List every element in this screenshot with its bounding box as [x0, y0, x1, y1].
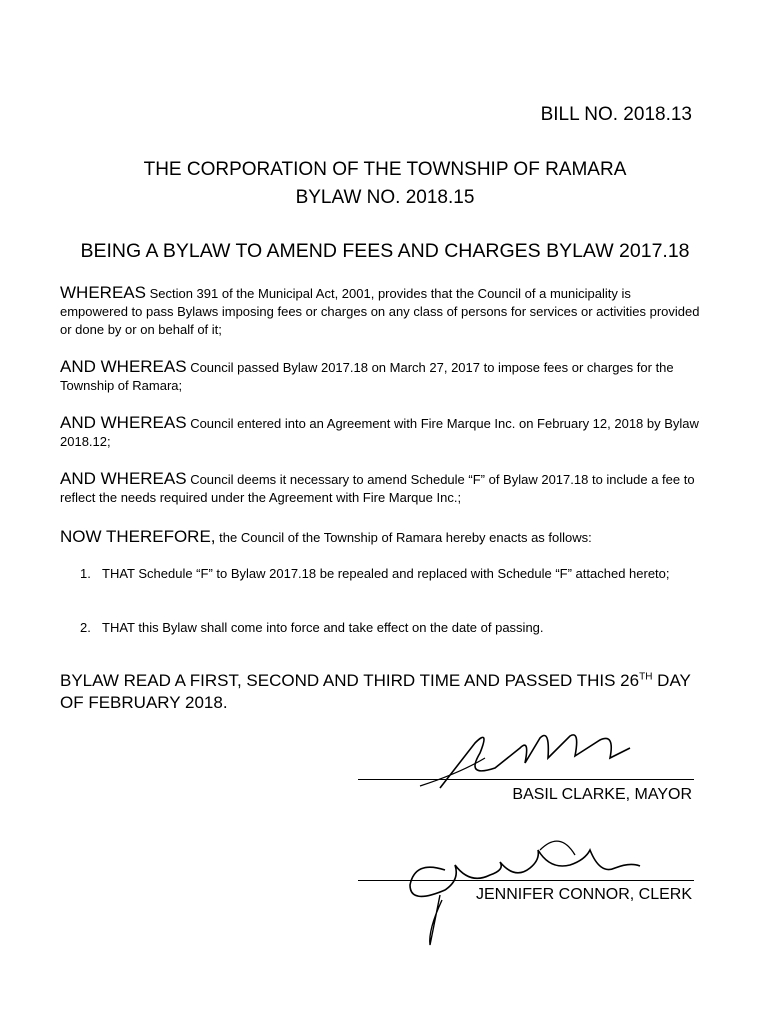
recital-text: Council deems it necessary to amend Schedule “F” of Bylaw 2017.18 to include a fee to reflect the needs required under the Agreement with Fire Marque Inc.; — [60, 472, 695, 505]
enactment-text: THAT this Bylaw shall come into force and take effect on the date of passing. — [102, 620, 544, 635]
enactment-number: 2. — [80, 620, 91, 635]
recital-paragraph — [60, 358, 700, 395]
recital-paragraph — [60, 284, 700, 339]
recital-lead: AND WHEREAS — [60, 357, 187, 376]
enactment-item — [80, 619, 690, 637]
recital-lead: AND WHEREAS — [60, 469, 187, 488]
passage-superscript: TH — [639, 671, 653, 683]
mayor-signature-line — [358, 779, 694, 780]
bylaw-number: BYLAW NO. 2018.15 — [295, 187, 475, 208]
enacting-clause — [60, 528, 700, 547]
corporation-title: THE CORPORATION OF THE TOWNSHIP OF RAMARA — [143, 159, 627, 180]
recital-text: Council passed Bylaw 2017.18 on March 27, 2017 to impose fees or charges for the Township of Ramara; — [60, 360, 674, 393]
recital-paragraph — [60, 414, 700, 451]
clerk-name: JENNIFER CONNOR, CLERK — [475, 886, 692, 903]
recital-paragraph — [60, 470, 700, 507]
recital-lead: NOW THEREFORE, — [60, 527, 216, 546]
mayor-name: BASIL CLARKE, MAYOR — [512, 786, 692, 803]
recital-text: Council entered into an Agreement with Fire Marque Inc. on February 12, 2018 by Bylaw 2018.12; — [60, 416, 699, 449]
recital-text: Section 391 of the Municipal Act, 2001, provides that the Council of a municipality is empowered to pass Bylaws imposing fees or charges on any class of persons for services or activities provided or done by or on behalf of it; — [60, 286, 700, 337]
bylaw-subject: BEING A BYLAW TO AMEND FEES AND CHARGES BYLAW 2017.18 — [80, 240, 690, 262]
recital-lead: WHEREAS — [60, 283, 146, 302]
recital-lead: AND WHEREAS — [60, 413, 187, 432]
enactment-text: THAT Schedule “F” to Bylaw 2017.18 be repealed and replaced with Schedule “F” attached hereto; — [102, 566, 670, 581]
passage-date: DAY OF FEBRUARY 2018. — [60, 671, 691, 712]
enactment-item — [80, 565, 690, 583]
passage-statement — [60, 670, 710, 714]
clerk-signature-line — [358, 880, 694, 881]
clerk-signature — [400, 820, 660, 950]
recital-text: the Council of the Township of Ramara hereby enacts as follows: — [215, 530, 592, 545]
bill-number: BILL NO. 2018.13 — [540, 104, 692, 125]
passage-text: BYLAW READ A FIRST, SECOND AND THIRD TIME AND PASSED THIS 26 — [60, 671, 640, 690]
enactment-number: 1. — [80, 566, 91, 581]
